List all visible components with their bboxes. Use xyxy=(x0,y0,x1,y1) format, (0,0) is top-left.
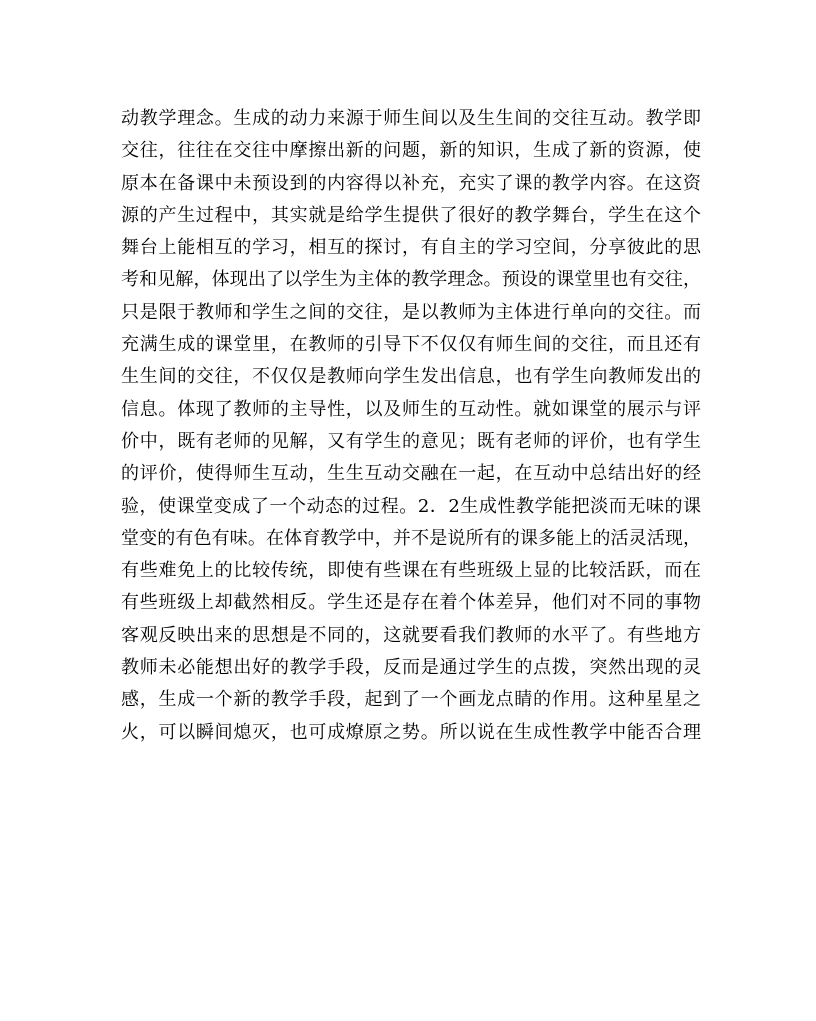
text-line: 源的产生过程中，其实就是给学生提供了很好的教学舞台，学生在这个 xyxy=(121,204,701,226)
body-text xyxy=(121,103,701,749)
text-line: 原本在备课中未预设到的内容得以补充，充实了课的教学内容。在这资 xyxy=(121,172,701,194)
text-line: 有些难免上的比较传统，即使有些课在有些班级上显的比较活跃，而在 xyxy=(121,560,701,582)
text-line: 考和见解，体现出了以学生为主体的教学理念。预设的课堂里也有交往， xyxy=(121,269,701,291)
text-line: 堂变的有色有味。在体育教学中，并不是说所有的课多能上的活灵活现， xyxy=(121,527,701,549)
text-line: 动教学理念。生成的动力来源于师生间以及生生间的交往互动。教学即 xyxy=(121,108,701,129)
text-line: 信息。体现了教师的主导性，以及师生的互动性。就如课堂的展示与评 xyxy=(121,398,701,420)
text-line: 舞台上能相互的学习，相互的探讨，有自主的学习空间，分享彼此的思 xyxy=(121,237,701,259)
text-line: 充满生成的课堂里，在教师的引导下不仅仅有师生间的交往，而且还有 xyxy=(121,334,701,356)
text-line: 价中，既有老师的见解，又有学生的意见；既有老师的评价，也有学生 xyxy=(121,430,701,452)
text-line: 感，生成一个新的教学手段，起到了一个画龙点睛的作用。这种星星之 xyxy=(121,689,701,711)
text-line: 教师未必能想出好的教学手段，反而是通过学生的点拨，突然出现的灵 xyxy=(121,657,701,679)
text-line: 火，可以瞬间熄灭，也可成燎原之势。所以说在生成性教学中能否合理 xyxy=(121,721,701,743)
text-line: 交往，往往在交往中摩擦出新的问题，新的知识，生成了新的资源，使 xyxy=(121,140,701,162)
text-line: 客观反映出来的思想是不同的，这就要看我们教师的水平了。有些地方 xyxy=(121,624,701,646)
text-line: 验，使课堂变成了一个动态的过程。2．2生成性教学能把淡而无味的课 xyxy=(121,495,701,517)
text-line: 只是限于教师和学生之间的交往，是以教师为主体进行单向的交往。而 xyxy=(121,301,701,323)
text-line: 的评价，使得师生互动，生生互动交融在一起，在互动中总结出好的经 xyxy=(121,463,701,485)
text-line: 有些班级上却截然相反。学生还是存在着个体差异，他们对不同的事物 xyxy=(121,592,701,614)
text-line: 生生间的交往，不仅仅是教师向学生发出信息，也有学生向教师发出的 xyxy=(121,366,701,388)
